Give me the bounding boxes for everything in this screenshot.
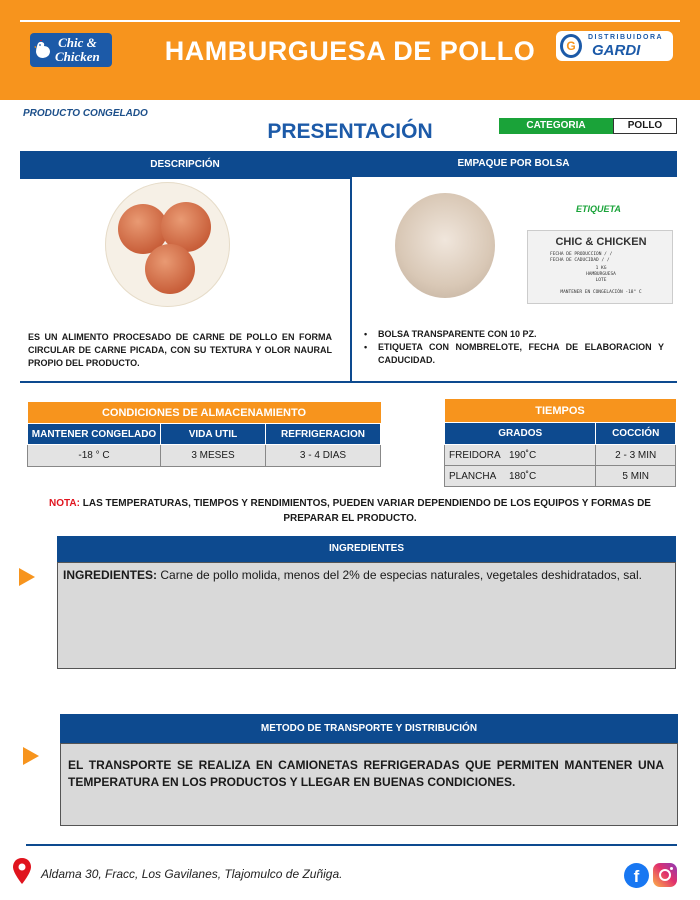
times-method: FREIDORA xyxy=(445,445,509,466)
transport-header: METODO DE TRANSPORTE Y DISTRIBUCIÓN xyxy=(60,714,678,743)
patty xyxy=(145,244,195,294)
description-header: DESCRIPCIÓN xyxy=(20,151,350,179)
burger-patties-photo xyxy=(105,182,230,307)
play-arrow-icon xyxy=(23,747,39,765)
label-title: ETIQUETA xyxy=(576,204,621,214)
footer-address: Aldama 30, Fracc, Los Gavilanes, Tlajomulco de Zuñiga. xyxy=(41,867,343,881)
label-card-line: MANTENER EN CONGELACIÓN -18° C xyxy=(560,290,642,295)
table-row xyxy=(445,466,676,487)
header-top-rule xyxy=(20,20,680,22)
ingredients-header: INGREDIENTES xyxy=(57,536,676,562)
footer-divider xyxy=(26,844,677,846)
transport-text: EL TRANSPORTE SE REALIZA EN CAMIONETAS REFRIGERADAS QUE PERMITEN MANTENER UNA TEMPERATURA EN LOS PRODUCTOS Y LLEGAR EN BUENAS CONDICIONES. xyxy=(68,758,664,789)
product-label-photo xyxy=(527,230,673,304)
packaging-list xyxy=(364,328,664,367)
storage-col-header: VIDA UTIL xyxy=(161,424,266,445)
note-label: NOTA: xyxy=(49,498,80,509)
instagram-ring xyxy=(659,869,671,881)
gardi-logo xyxy=(556,31,673,61)
location-pin-icon xyxy=(12,858,32,884)
packaged-bag-photo xyxy=(395,193,495,298)
section-title: PRESENTACIÓN xyxy=(267,120,433,143)
label-card-line: FECHA DE PRODUCCION / / xyxy=(550,252,613,257)
note-text: LAS TEMPERATURAS, TIEMPOS Y RENDIMIENTOS, PUEDEN VARIAR DEPENDIENDO DE LOS EQUIPOS Y FORMAS DE PREPARAR EL PRODUCTO. xyxy=(82,498,651,524)
gardi-wordmark: GARDI xyxy=(592,42,641,59)
label-card-line: LOTE xyxy=(595,278,607,283)
gardi-mark-icon: G xyxy=(560,34,582,58)
storage-cell: 3 MESES xyxy=(161,445,266,467)
ingredients-label: INGREDIENTES: xyxy=(63,568,158,582)
packaging-header: EMPAQUE POR BOLSA xyxy=(350,151,677,177)
times-cooking: 5 MIN xyxy=(596,466,676,487)
list-item: • BOLSA TRANSPARENTE CON 10 PZ. xyxy=(364,328,664,341)
category-label: CATEGORIA xyxy=(499,118,613,134)
category-value: POLLO xyxy=(613,118,677,134)
description-text: ES UN ALIMENTO PROCESADO DE CARNE DE POLLO EN FORMA CIRCULAR DE CARNE PICADA, CON SU TEXTURA Y OLOR NAURAL PROPIO DEL PRODUCTO. xyxy=(28,332,332,368)
label-card-line: FECHA DE CADUCIDAD / / xyxy=(550,258,610,263)
times-cooking: 2 - 3 MIN xyxy=(596,445,676,466)
brand-left-line2: Chicken xyxy=(55,49,100,64)
play-arrow-icon xyxy=(19,568,35,586)
ingredients-text xyxy=(63,567,669,584)
storage-col-header: MANTENER CONGELADO xyxy=(28,424,161,445)
times-title: TIEMPOS xyxy=(445,399,676,423)
label-card-line: 1 KG xyxy=(595,266,607,271)
column-divider xyxy=(350,177,352,381)
times-col-header: GRADOS xyxy=(445,423,596,445)
storage-col-header: REFRIGERACION xyxy=(266,424,381,445)
times-method: PLANCHA xyxy=(445,466,509,487)
times-degrees: 190˚C xyxy=(508,445,596,466)
times-degrees: 180˚C xyxy=(508,466,596,487)
product-type-label: PRODUCTO CONGELADO xyxy=(23,108,148,119)
times-col-header: COCCIÓN xyxy=(596,423,676,445)
instagram-icon[interactable] xyxy=(653,863,677,887)
label-card-line: HAMBURGUESA xyxy=(586,272,616,277)
times-table xyxy=(444,399,676,487)
note xyxy=(40,496,660,526)
storage-table xyxy=(27,402,381,467)
gardi-sub-label: DISTRIBUIDORA xyxy=(588,34,664,41)
storage-title: CONDICIONES DE ALMACENAMIENTO xyxy=(28,402,381,424)
ingredients-body: Carne de pollo molida, menos del 2% de especias naturales, vegetales deshidratados, sal. xyxy=(160,568,642,582)
header-banner xyxy=(0,0,700,100)
storage-cell: -18 ° C xyxy=(28,445,161,467)
table-row xyxy=(445,445,676,466)
label-card-heading: CHIC & CHICKEN xyxy=(555,236,647,248)
section-divider xyxy=(20,381,677,383)
page-title: HAMBURGUESA DE POLLO xyxy=(164,36,536,66)
brand-left-line1: Chic & xyxy=(58,35,97,50)
instagram-dot xyxy=(670,867,673,870)
storage-cell: 3 - 4 DIAS xyxy=(266,445,381,467)
facebook-icon[interactable]: f xyxy=(624,863,649,888)
list-item: • ETIQUETA CON NOMBRELOTE, FECHA DE ELABORACION Y CADUCIDAD. xyxy=(364,341,664,367)
